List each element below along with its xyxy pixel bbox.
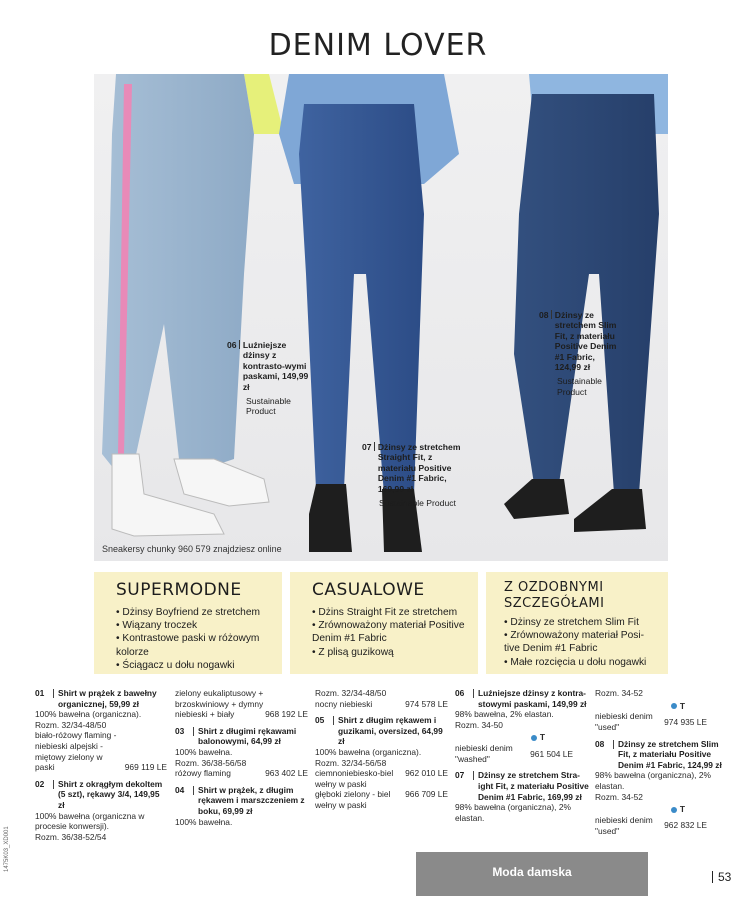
feature-title: SUPERMODNE (116, 580, 242, 600)
callout-06 (227, 340, 313, 417)
item-code: 962 010 LE (405, 768, 448, 779)
item-name: Shirt w prążek z bawełny organicznej, 59,99 zł (58, 688, 157, 709)
item-name: Shirt z długim rękawem i guzikami, oversized, 64,99 zł (338, 715, 443, 747)
item-material: 100% bawełna (organiczna). (35, 709, 142, 720)
item-name: Shirt z długimi rękawami balonowymi, 64,99 zł (198, 725, 297, 747)
item-number: 04 (175, 784, 185, 795)
item-number: 07 (455, 770, 465, 781)
item-name: Shirt z okrągłym dekoltem (5 szt), rękawy 3/4, 149,95 zł (58, 778, 163, 810)
item-code: 961 504 LE (530, 748, 573, 759)
item-colors: niebieski denim "washed" (455, 743, 513, 764)
feature-box-supermodne (94, 572, 282, 674)
item-sizes: Rozm. 36/38-52/54 (35, 831, 107, 842)
item-code: 974 578 LE (405, 698, 448, 709)
feature-item: • Kontrastowe paski w różowym kolorze (116, 632, 272, 658)
badge-dot-icon (671, 807, 677, 813)
section-tab: Moda damska (416, 852, 648, 896)
listing-column-3 (315, 688, 448, 817)
shoe-note: Sneakersy chunky 960 579 znajdziesz online (102, 544, 282, 554)
listing-column-2 (175, 688, 308, 833)
item-colors: różowy flaming (175, 768, 231, 779)
listing-item-05 (315, 715, 448, 810)
item-material: 100% bawełna (organiczna). (315, 746, 422, 757)
item-material: 98% bawełna, 2% elastan. (455, 709, 554, 720)
item-code: 969 119 LE (124, 762, 167, 773)
listing-item-02 (35, 779, 167, 843)
item-name: Luźniejsze dżinsy z kontra-stowymi paskami, 149,99 zł (478, 688, 587, 709)
item-number: 06 (455, 688, 465, 698)
callout-text: Dżinsy ze stretchem Straight Fit, z materiału Positive Denim #1 Fabric, 169,99 zł (377, 442, 461, 494)
feature-item: • Ściągacz u dołu nogawki (116, 659, 272, 672)
badge-dot-icon (531, 735, 537, 741)
listing-column-1 (35, 688, 167, 848)
callout-text: Luźniejsze dżinsy z kontrasto-wymi paskami, 149,99 zł (242, 340, 309, 392)
listing-item-04 (175, 785, 308, 827)
item-code: 962 832 LE (664, 820, 707, 831)
sustainable-label: Sustainable Product (246, 396, 291, 417)
listing-item-01-continued (175, 688, 308, 720)
item-colors: nocny niebieski (315, 698, 373, 709)
item-sizes: Rozm. 32/34-48/50 (315, 688, 387, 698)
callout-number: 07 (362, 442, 372, 452)
callout-number: 06 (227, 340, 237, 350)
item-number: 03 (175, 725, 185, 736)
item-name: Dżinsy ze stretchem Slim Fit, z materiału Positive Denim #1 Fabric, 124,99 zł (618, 738, 722, 770)
item-number: 08 (595, 738, 605, 749)
sustainable-label: Sustainable Product (557, 376, 602, 397)
item-colors: zielony eukaliptusowy + brzoskwiniowy + dymny niebieski + biały (175, 688, 264, 720)
item-name: Shirt w prążek, z długim rękawem i marszczeniem z boku, 69,99 zł (198, 784, 305, 816)
item-code: 966 709 LE (405, 789, 448, 800)
badge-dot-icon (671, 703, 677, 709)
item-colors: niebieski denim "used" (595, 815, 653, 836)
item-material: 100% bawełna. (175, 816, 233, 827)
item-sizes: Rozm. 32/34-56/58 (315, 757, 387, 768)
item-material: 100% bawełna. (175, 746, 233, 757)
listing-column-5 (595, 688, 725, 842)
t-badge: T (671, 701, 685, 712)
feature-box-ozdobne (486, 572, 668, 674)
feature-item: • Dżinsy Boyfriend ze stretchem (116, 606, 272, 619)
item-sizes: Rozm. 32/34-48/50 (35, 719, 107, 730)
item-colors: niebieski denim "used" (595, 711, 653, 733)
item-number: 01 (35, 688, 45, 698)
page-title: DENIM LOVER (268, 28, 488, 63)
item-sizes: Rozm. 34-52 (595, 688, 643, 698)
print-code: 1475K03_XD001 (4, 826, 10, 872)
item-code: 963 402 LE (265, 768, 308, 779)
page-number: 53 (712, 871, 731, 883)
feature-item: • Wiązany troczek (116, 619, 272, 632)
product-photo (94, 74, 668, 561)
item-code: 968 192 LE (265, 709, 308, 720)
item-material: 100% bawełna (organiczna w procesie konwersji). (35, 810, 145, 832)
t-badge: T (531, 732, 545, 743)
feature-box-casualowe (290, 572, 478, 674)
feature-item: • Zrównoważony materiał Positive Denim #1 Fabric (312, 619, 468, 645)
item-code: 974 935 LE (664, 716, 707, 727)
item-number: 02 (35, 778, 45, 789)
item-sizes: Rozm. 34-50 (455, 719, 503, 730)
listing-item-07-continued (595, 688, 725, 733)
callout-07 (362, 442, 466, 508)
item-colors: ciemnoniebiesko-biel wełny w paski (315, 768, 394, 789)
feature-item: • Dżins Straight Fit ze stretchem (312, 606, 468, 619)
t-badge: T (671, 804, 685, 815)
feature-item: • Małe rozcięcia u dołu nogawki (504, 656, 658, 669)
feature-item: • Zrównoważony materiał Posi-tive Denim #1 Fabric (504, 629, 658, 655)
item-name: Dżinsy ze stretchem Stra-ight Fit, z materiału Positive Denim #1 Fabric, 169,99 zł (478, 770, 589, 802)
feature-item: • Dżinsy ze stretchem Slim Fit (504, 616, 658, 629)
sustainable-label: Sustainable Product (379, 498, 456, 509)
callout-08 (539, 310, 619, 397)
listing-item-04-continued (315, 688, 448, 709)
callout-number: 08 (539, 310, 549, 320)
item-colors: biało-różowy flaming - niebieski alpejski - miętowy zielony w paski (35, 730, 117, 773)
item-number: 05 (315, 715, 325, 726)
feature-item: • Z plisą guzikową (312, 646, 468, 659)
listing-item-07 (455, 770, 589, 823)
listing-item-03 (175, 726, 308, 779)
item-sizes: Rozm. 34-52 (595, 791, 643, 802)
listing-column-4 (455, 688, 589, 829)
item-material: 98% bawełna (organiczna), 2% elastan. (595, 770, 711, 792)
listing-item-06 (455, 688, 589, 764)
item-material: 98% bawełna (organiczna), 2% elastan. (455, 802, 571, 823)
listing-item-01 (35, 688, 167, 773)
feature-title: CASUALOWE (312, 580, 425, 600)
item-sizes: Rozm. 36/38-56/58 (175, 757, 247, 768)
feature-title: Z OZDOBNYMI SZCZEGÓŁAMI (504, 580, 605, 611)
item-colors: głęboki zielony - biel wełny w paski (315, 789, 391, 810)
callout-text: Dżinsy ze stretchem Slim Fit, z materiału Positive Denim #1 Fabric, 124,99 zł (554, 310, 617, 373)
listing-item-08 (595, 739, 725, 837)
